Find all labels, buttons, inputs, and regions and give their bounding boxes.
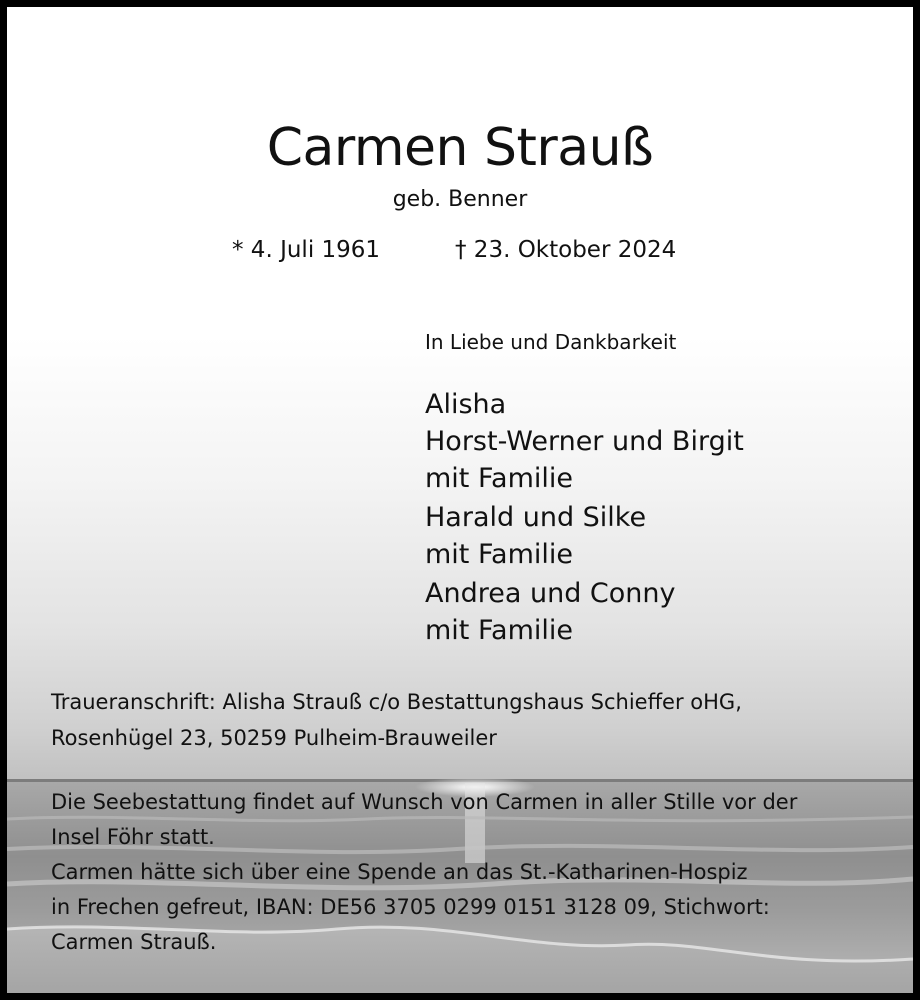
funeral-notes (51, 785, 797, 960)
birth-name: geb. Benner (392, 187, 528, 212)
deceased-name: Carmen Strauß (266, 118, 654, 178)
mourner-line: Harald und Silke (425, 502, 647, 533)
note-line: Die Seebestattung findet auf Wunsch von Carmen in aller Stille vor der (51, 790, 798, 814)
mourner-line: Andrea und Conny (425, 578, 676, 609)
note-line: Insel Föhr statt. (51, 825, 215, 849)
death-date: † 23. Oktober 2024 (455, 237, 677, 263)
mourner-line: mit Familie (425, 539, 573, 570)
birth-date: * 4. Juli 1961 (232, 237, 381, 263)
mourner-line: mit Familie (425, 463, 573, 494)
note-line: Carmen Strauß. (51, 930, 217, 954)
address-line: Rosenhügel 23, 50259 Pulheim-Brauweiler (51, 726, 497, 750)
mourners-list (425, 386, 744, 649)
note-line: in Frechen gefreut, IBAN: DE56 3705 0299 0151 3128 09, Stichwort: (51, 895, 770, 919)
mourners-intro: In Liebe und Dankbarkeit (425, 330, 677, 354)
note-line: Carmen hätte sich über eine Spende an das St.-Katharinen-Hospiz (51, 860, 748, 884)
address-line: Traueranschrift: Alisha Strauß c/o Bestattungshaus Schieffer oHG, (51, 690, 742, 714)
mourner-line: Alisha (425, 389, 507, 420)
mourner-line: mit Familie (425, 615, 573, 646)
mourner-line: Horst-Werner und Birgit (425, 426, 744, 457)
mourning-address (51, 684, 742, 756)
